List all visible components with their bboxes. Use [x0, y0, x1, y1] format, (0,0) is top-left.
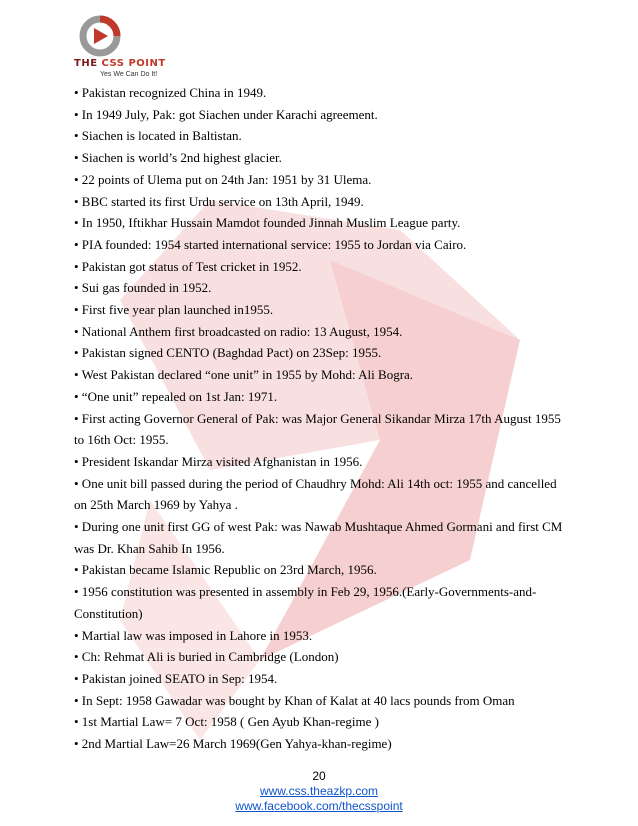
fact-list [74, 82, 564, 755]
fact-item: • Martial law was imposed in Lahore in 1953. [74, 627, 313, 643]
fact-item: • Siachen is world’s 2nd highest glacier. [74, 150, 282, 166]
fact-item: • In Sept: 1958 Gawadar was bought by Khan of Kalat at 40 lacs pounds from Oman [74, 692, 515, 708]
fact-item: • Sui gas founded in 1952. [74, 280, 212, 296]
fact-item: • PIA founded: 1954 started international service: 1955 to Jordan via Cairo. [74, 236, 467, 252]
page-number: 20 [312, 769, 326, 783]
fact-item: • “One unit” repealed on 1st Jan: 1971. [74, 388, 278, 404]
fact-item: • 1956 constitution was presented in assembly in Feb 29, 1956.(Early-Governments-and-Constitution) [74, 584, 537, 621]
fact-item: • 2nd Martial Law=26 March 1969(Gen Yahya-khan-regime) [74, 736, 392, 752]
fact-item: • 1st Martial Law= 7 Oct: 1958 ( Gen Ayub Khan-regime ) [74, 714, 379, 730]
fact-item: • In 1949 July, Pak: got Siachen under Karachi agreement. [74, 106, 378, 122]
fact-item: • Pakistan recognized China in 1949. [74, 85, 267, 100]
fact-item: • West Pakistan declared “one unit” in 1955 by Mohd: Ali Bogra. [74, 367, 414, 383]
logo-name [74, 58, 166, 69]
website-link[interactable]: www.css.theazkp.com [259, 784, 379, 798]
logo-name-part1: THE [74, 58, 102, 69]
fact-item: • Ch: Rehmat Ali is buried in Cambridge (London) [74, 649, 339, 665]
fact-item: • In 1950, Iftikhar Hussain Mamdot founded Jinnah Muslim League party. [74, 215, 461, 231]
logo-name-part2: CSS POINT [101, 58, 166, 69]
logo-tagline: Yes We Can Do It! [100, 71, 158, 78]
fact-item: • One unit bill passed during the period of Chaudhry Mohd: Ali 14th oct: 1955 and cancelled on 25th March 1969 by Yahya . [74, 475, 557, 513]
fact-item: • Pakistan signed CENTO (Baghdad Pact) on 23Sep: 1955. [74, 345, 382, 361]
fact-item: • Pakistan joined SEATO in Sep: 1954. [74, 670, 278, 686]
facebook-link[interactable]: www.facebook.com/thecsspoint [235, 799, 403, 813]
fact-item: • President Iskandar Mirza visited Afghanistan in 1956. [74, 453, 363, 469]
fact-item: • First acting Governor General of Pak: was Major General Sikandar Mirza 17th August 1955 to 16th Oct: 1955. [74, 410, 561, 448]
fact-item: • BBC started its first Urdu service on 13th April, 1949. [74, 193, 364, 209]
fact-item: • Siachen is located in Baltistan. [74, 128, 242, 144]
fact-item: • Pakistan became Islamic Republic on 23rd March, 1956. [74, 562, 377, 578]
fact-item: • National Anthem first broadcasted on radio: 13 August, 1954. [74, 323, 403, 339]
fact-item: • 22 points of Ulema put on 24th Jan: 1951 by 31 Ulema. [74, 171, 372, 187]
fact-item: • First five year plan launched in1955. [74, 302, 274, 318]
fact-item: • During one unit first GG of west Pak: was Nawab Mushtaque Ahmed Gormani and first CM was Dr. Khan Sahib In 1956. [74, 519, 563, 556]
fact-item: • Pakistan got status of Test cricket in 1952. [74, 258, 302, 274]
